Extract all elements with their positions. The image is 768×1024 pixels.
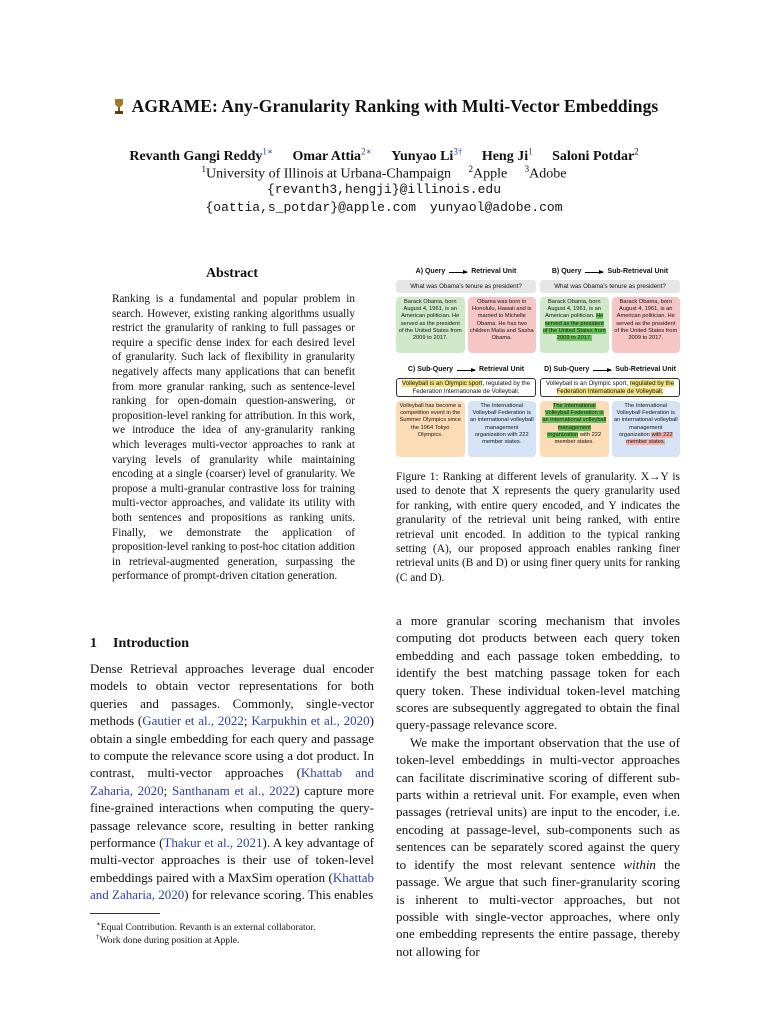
author: Omar Attia$^{2∗}$ <box>292 146 372 164</box>
affiliations: $^1$University of Illinois at Urbana-Champaign $^2$Apple $^3$Adobe <box>201 164 567 182</box>
figure-panel-a: A) Query Retrieval Unit What was Obama's tenure as president? Barack Obama, born August 4, 1961, is an American politician. He served as the president of the United States from 2009 to 2017. Obama was born in Honolulu, Hawaii and is married to Michelle Obama. He has two children Malia and Sasha Obama. <box>396 266 536 358</box>
abstract-text: Ranking is a fundamental and popular problem in search. However, existing ranking algorithms usually restrict the granularity of ranking to full passages or require a specific dense index for each desired level of granularity. Such lack of flexibility in granularity negatively affects many applications that can benefit from more granular ranking, such as sentence-level ranking for open-domain question-answering, or proposition-level ranking for attribution. In this work, we introduce the idea of any-granularity ranking which leverages multi-vector approaches to rank at varying levels of granularity while maintaining encoding at a single (coarser) level of granularity. We propose a multi-granular contrastive loss for training multi-vector approaches, and validate its utility with both sentences and propositions as ranking units. Finally, we demonstrate the application of proposition-level ranking to post-hoc citation addition in retrieval-augmented generation, surpassing the performance of prompt-driven citation generation. <box>112 293 355 583</box>
paper-title-text: AGRAME: Any-Granularity Ranking with Multi-Vector Embeddings <box>131 96 659 116</box>
author: Saloni Potdar$^2$ <box>552 146 639 164</box>
footnote-divider <box>90 913 160 914</box>
author: Yunyao $Li^{3\dagger}$ <box>391 146 463 164</box>
citation-link[interactable]: Thakur et al., 2021 <box>163 835 263 851</box>
intro-paragraph: Dense Retrieval approaches leverage dual encoder models to obtain vector representations for both queries and passages. Commonly, single-vector methods (Gautier et al., 2022; Karpukhin et al., 2020) obtain a single embedding for each query and passage to compute the relevance score using a dot product. In contrast, multi-vector approaches (Khattab and Zaharia, 2020; Santhanam et al., 2022) capture more fine-grained interactions when computing the query-passage relevance score, resulting in better ranking performance (Thakur et al., 2021). A key advantage of multi-vector approaches is their use of token-level embeddings paired with a MaxSim operation (Khattab and Zaharia, 2020) for relevance scoring. This enables <box>90 661 374 903</box>
passage-card: Barack Obama, born August 4, 1961, is an American politician. He served as the president of the United States from 2009 to 2017. <box>540 297 609 353</box>
author-list <box>0 146 768 165</box>
citation-link[interactable]: Gautier et al., 2022 <box>142 713 244 729</box>
footnote: ∗Equal Contribution. Revanth is an external collaborator. <box>96 920 316 934</box>
figure-1 <box>396 266 680 456</box>
right-column-text <box>396 612 680 960</box>
email-line: {oattia,s_potdar}@apple.com yunyaol@adobe.com <box>205 200 563 215</box>
arrow-icon <box>593 370 611 371</box>
email-line: {revanth3,hengji}@illinois.edu <box>266 182 502 197</box>
arrow-icon <box>457 370 475 371</box>
paragraph: a more granular scoring mechanism that involes computing dot products between each query token embedding and each passage token embedding, to identify the best matching passage token for each query token. These individual token-level matching scores are subsequently aggregated to obtain the final query-passage relevance score. <box>396 613 680 733</box>
section-heading: 1 Introduction <box>90 636 189 651</box>
query-box: Volleyball is an Olympic sport, regulated by the Federation Internationale de Volleyball. <box>396 378 536 397</box>
query-box: What was Obama's tenure as president? <box>540 280 680 293</box>
passage-card: Obama was born in Honolulu, Hawaii and is married to Michelle Obama. He has two children Malia and Sasha Obama. <box>468 297 537 353</box>
footnote: †Work done during position at Apple. <box>96 933 240 947</box>
passage-card: Volleyball has become a competition event in the Summer Olympics since the 1964 Tokyo Olympics. <box>396 401 465 457</box>
trophy-icon <box>110 97 128 115</box>
passage-card: The International Volleyball Federation is an international volleyball management organization with 222 member states. <box>612 401 681 457</box>
passage-card: The International Volleyball Federation is an international volleyball management organization with 222 member states. <box>540 401 609 457</box>
author: Revanth Gangi Reddy$^{1∗}$ <box>129 146 273 164</box>
query-box: Volleyball is an Olympic sport, regulated by the Federation Internationale de Volleyball. <box>540 378 680 397</box>
figure-panel-c: C) Sub-Query Retrieval Unit Volleyball is an Olympic sport, regulated by the Federation Internationale de Volleyball. Volleyball has become a competition event in the Summer Olympics since the 1964 Tokyo Olympics. The International Volleyball Federation is an international volleyball management organization with 222 member states. <box>396 364 536 456</box>
citation-link[interactable]: Karpukhin et al., 2020 <box>251 713 370 729</box>
passage-card: Barack Obama, born August 4, 1961, is an American politician. He served as the president of the United States from 2009 to 2017. <box>396 297 465 353</box>
figure-panel-d: D) Sub-Query Sub-Retrieval Unit Volleyball is an Olympic sport, regulated by the Federation Internationale de Volleyball. The International Volleyball Federation is an international volleyball management organization with 222 member states. The International Volleyball Federation is an international volleyball management organization with 222 member states. <box>540 364 680 456</box>
citation-link[interactable]: Santhanam et al., 2022 <box>172 782 296 798</box>
passage-card: Barack Obama, born August 4, 1961, is an American politician. He served as the president of the United States from 2009 to 2017. <box>612 297 681 353</box>
citation-link[interactable]: Khattab and Zaharia, 2020 <box>90 765 374 798</box>
paragraph: We make the important observation that the use of token-level embeddings in multi-vector approaches can facilitate discriminative scoring of different sub-parts within a retrieval unit. For example, even when passages (retrieval units) are input to the encoder, i.e. encoding at passage-level, sub-components such as sentences can be separately scored against the query to identify the most relevant sentence within the passage. We argue that such finer-granularity scoring is inherent to multi-vector approaches, but not possible with single-vector approaches, where only one embedding represents the entire passage, thereby not allowing for <box>396 734 681 959</box>
abstract-heading: Abstract <box>205 266 259 281</box>
author: Heng Ji$^1$ <box>481 146 533 164</box>
paper-title <box>0 96 768 117</box>
figure-panel-b: B) Query Sub-Retrieval Unit What was Obama's tenure as president? Barack Obama, born August 4, 1961, is an American politician. He served as the president of the United States from 2009 to 2017. Barack Obama, born August 4, 1961, is an American politician. He served as the president of the United States from 2009 to 2017. <box>540 266 680 358</box>
query-box: What was Obama's tenure as president? <box>396 280 536 293</box>
arrow-icon <box>449 272 467 273</box>
passage-card: The International Volleyball Federation is an international volleyball management organization with 222 member states. <box>468 401 537 457</box>
figure-caption: Figure 1: Ranking at different levels of granularity. X→Y is used to denote that X represents the query granularity used for ranking, with entire query encoded, and Y indicates the granularity of the retrieval unit being ranked, with entire retrieval unit encoded. In addition to the typical ranking setting (A), our proposed approach enables ranking finer retrieval units (B and D) or using finer query units for ranking (C and D). <box>396 471 680 584</box>
arrow-icon <box>585 272 603 273</box>
citation-link[interactable]: Khattab and Zaharia, 2020 <box>90 869 374 903</box>
